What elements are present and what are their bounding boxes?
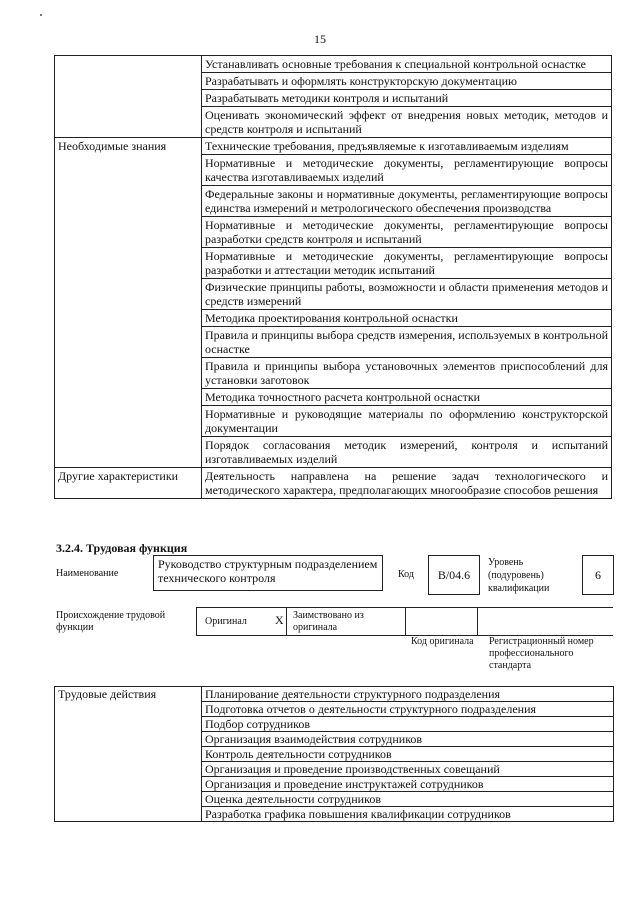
table-row xyxy=(55,468,612,499)
code-original-caption: Код оригинала xyxy=(411,636,474,647)
code-box xyxy=(428,555,480,595)
action-cell: Организация взаимодействия сотрудников xyxy=(202,732,614,747)
action-cell: Подготовка отчетов о деятельности структурного подразделения xyxy=(202,702,614,717)
code-label: Код xyxy=(398,569,414,580)
action-cell: Контроль деятельности сотрудников xyxy=(202,747,614,762)
knowledge-cell: Федеральные законы и нормативные документы, регламентирующие вопросы единства измерений и метрологического обеспечения производства xyxy=(202,186,612,217)
skill-cell: Разрабатывать и оформлять конструкторскую документацию xyxy=(202,73,612,90)
knowledge-cell: Методика точностного расчета контрольной оснастки xyxy=(202,389,612,406)
knowledge-cell: Физические принципы работы, возможности и области применения методов и средств измерений xyxy=(202,279,612,310)
knowledge-cell: Правила и принципы выбора установочных элементов приспособлений для установки заготовок xyxy=(202,358,612,389)
knowledge-cell: Порядок согласования методик измерений, контроля и испытаний изготавливаемых изделий xyxy=(202,437,612,468)
knowledge-cell: Нормативные и методические документы, регламентирующие вопросы разработки средств контроля и испытаний xyxy=(202,217,612,248)
action-cell: Организация и проведение производственных совещаний xyxy=(202,762,614,777)
original-mark: X xyxy=(275,613,284,627)
skill-cell: Разрабатывать методики контроля и испытаний xyxy=(202,90,612,107)
section-title: 3.2.4. Трудовая функция xyxy=(56,541,188,555)
action-cell: Подбор сотрудников xyxy=(202,717,614,732)
knowledge-label: Необходимые знания xyxy=(55,138,202,468)
table-row xyxy=(55,687,614,702)
name-label: Наименование xyxy=(56,568,119,579)
table-row xyxy=(55,138,612,155)
action-cell: Организация и проведение инструктажей сотрудников xyxy=(202,777,614,792)
skill-cell: Оценивать экономический эффект от внедрения новых методик, методов и средств контроля и испытаний xyxy=(202,107,612,138)
knowledge-cell: Нормативные и методические документы, регламентирующие вопросы разработки и аттестации методик испытаний xyxy=(202,248,612,279)
requirements-table xyxy=(54,55,612,499)
other-label: Другие характеристики xyxy=(55,468,202,499)
scan-speck xyxy=(40,14,42,16)
original-label: Оригинал xyxy=(205,616,247,627)
function-name-box xyxy=(153,555,383,591)
action-cell: Оценка деятельности сотрудников xyxy=(202,792,614,807)
origin-label: Происхождение трудовой функции xyxy=(56,610,166,633)
actions-label: Трудовые действия xyxy=(55,687,202,822)
knowledge-cell: Методика проектирования контрольной оснастки xyxy=(202,310,612,327)
knowledge-cell: Нормативные и руководящие материалы по оформлению конструкторской документации xyxy=(202,406,612,437)
action-cell: Планирование деятельности структурного подразделения xyxy=(202,687,614,702)
knowledge-cell: Нормативные и методические документы, регламентирующие вопросы качества изготавливаемых изделий xyxy=(202,155,612,186)
borrowed-label: Заимствовано из оригинала xyxy=(293,610,364,633)
skill-cell: Устанавливать основные требования к специальной контрольной оснастке xyxy=(202,56,612,73)
page-number: 15 xyxy=(314,32,326,46)
action-cell: Разработка графика повышения квалификации сотрудников xyxy=(202,807,614,822)
level-label: Уровень (подуровень) квалификации xyxy=(488,557,550,594)
skills-label-cell xyxy=(55,56,202,138)
knowledge-cell: Правила и принципы выбора средств измерения, используемых в контрольной оснастке xyxy=(202,327,612,358)
table-row xyxy=(55,56,612,73)
other-cell: Деятельность направлена на решение задач технологического и методического характера, предполагающих многообразие способов решения xyxy=(202,468,612,499)
function-name: Руководство структурным подразделением технического контроля xyxy=(158,557,378,585)
level-box xyxy=(582,555,614,595)
reg-number-caption: Регистрационный номер профессионального стандарта xyxy=(489,636,594,671)
level-value: 6 xyxy=(595,568,601,582)
origin-row xyxy=(196,607,613,636)
code-value: B/04.6 xyxy=(437,568,471,582)
labor-actions-table xyxy=(54,686,614,822)
knowledge-cell: Технические требования, предъявляемые к изготавливаемым изделиям xyxy=(202,138,612,155)
